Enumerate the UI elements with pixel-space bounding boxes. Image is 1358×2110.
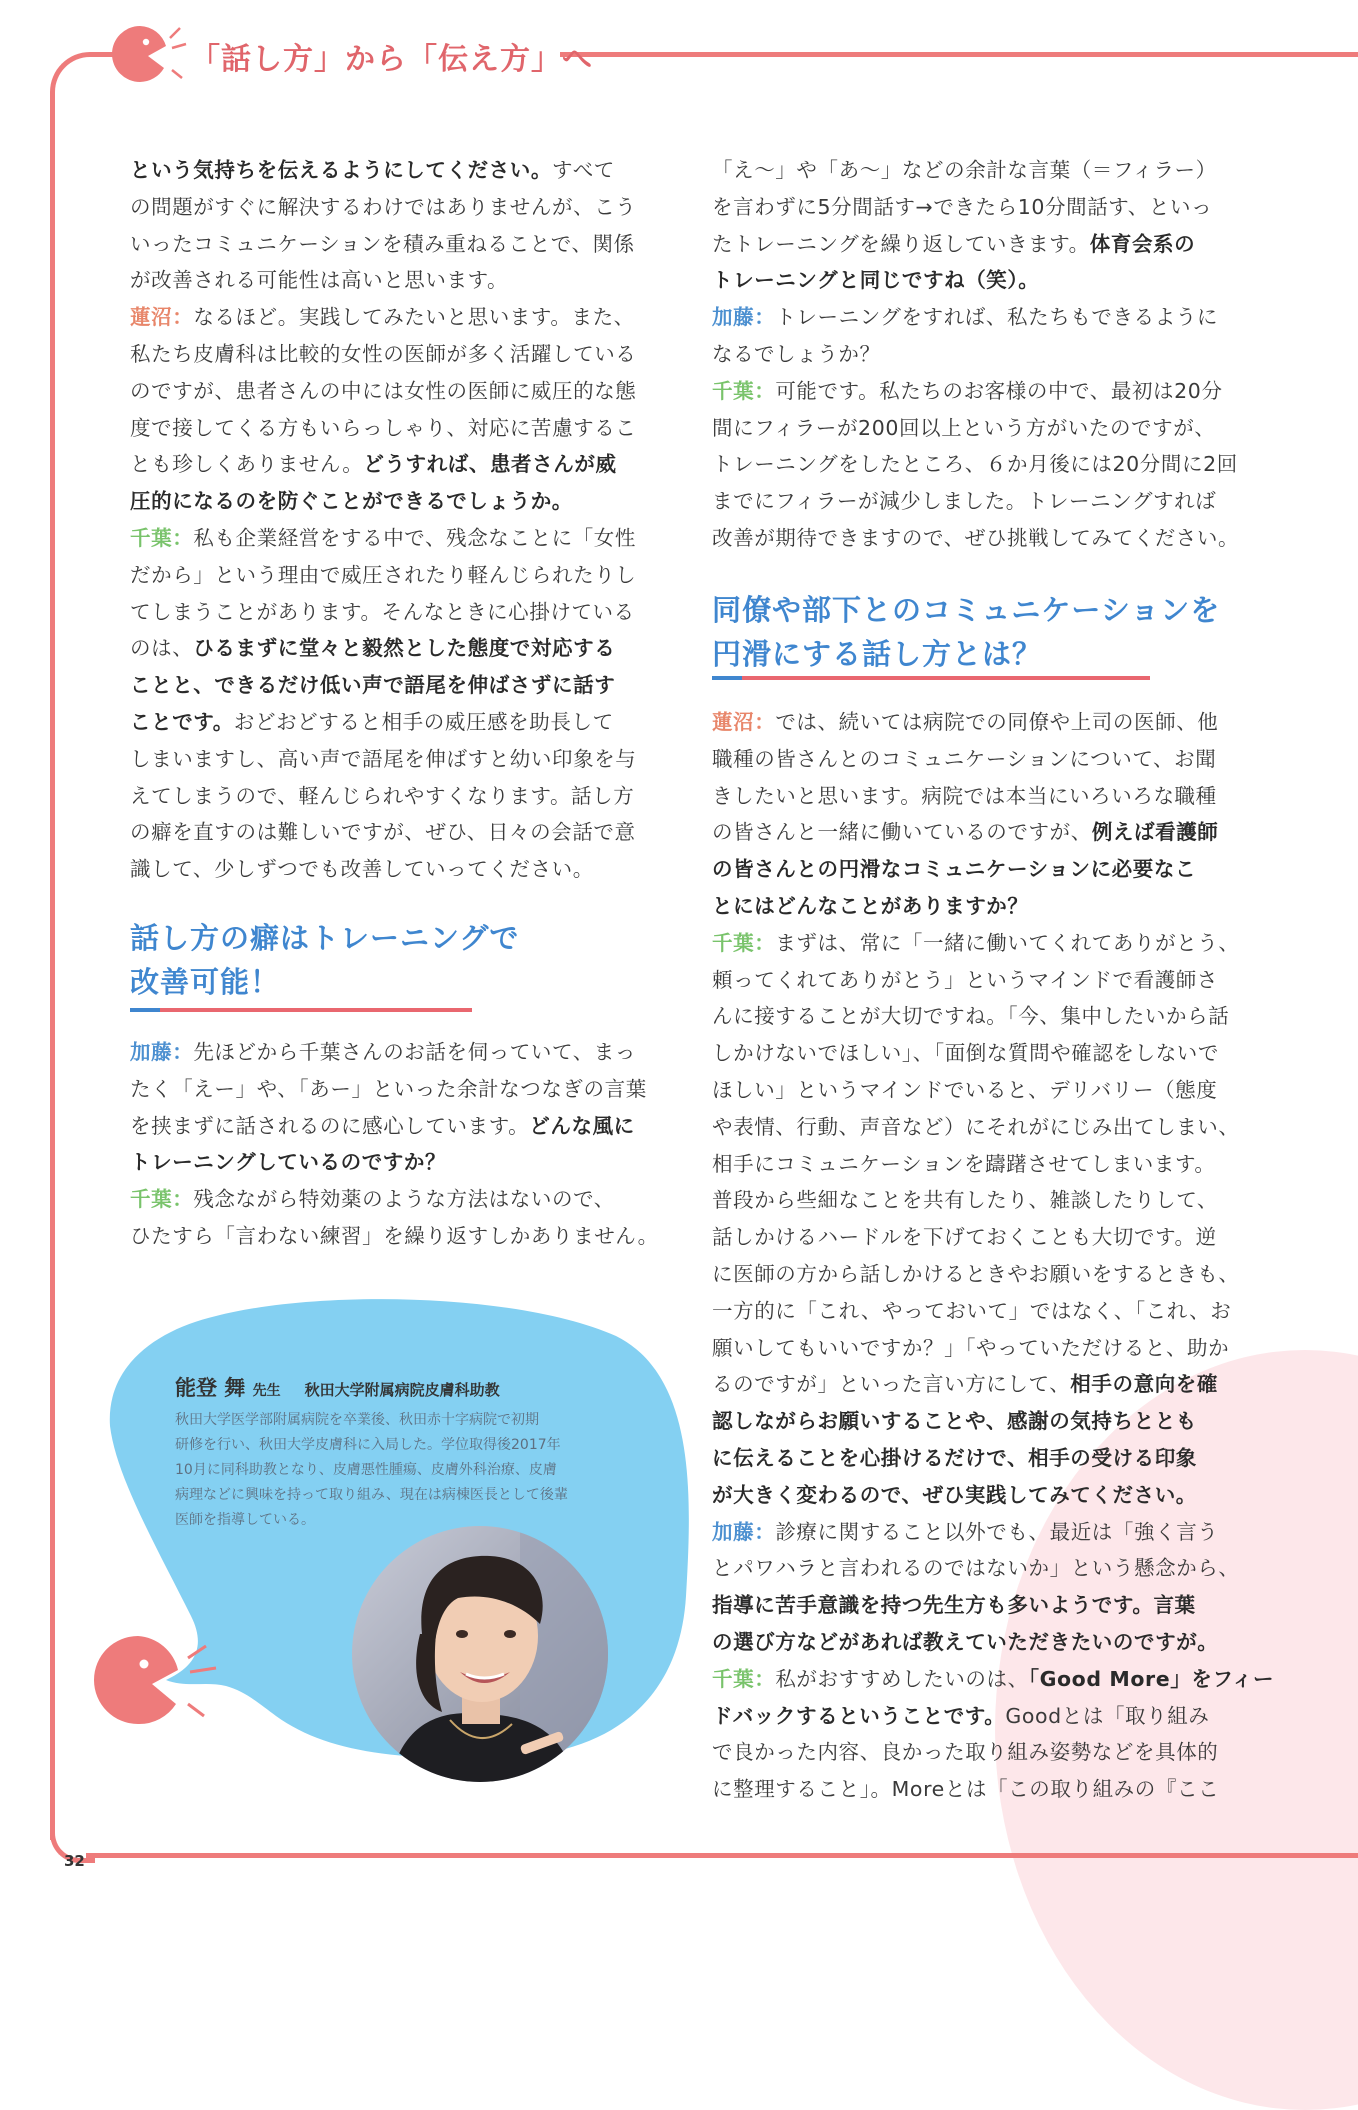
left-column-text: [130, 152, 636, 888]
text-line: 千葉：残念ながら特効薬のような方法はないので、: [130, 1187, 615, 1212]
text-line: たトレーニングを繰り返していきます。体育会系の: [712, 231, 1196, 256]
text-line: の皆さんと一緒に働いているのですが、例えば看護師: [712, 820, 1219, 845]
text-line: 願いしてもいいですか？」「やっていただけると、助か: [712, 1335, 1230, 1360]
speaker-chiba: 千葉：: [712, 930, 776, 955]
page-number: 32: [64, 1852, 85, 1870]
text-line: 千葉：私がおすすめしたいのは、「Good More」をフィー: [712, 1666, 1275, 1691]
text-line: トレーニングしているのですか？: [130, 1150, 447, 1175]
right-column-text: [712, 152, 1239, 557]
text-line: 度で接してくる方もいらっしゃり、対応に苦慮するこ: [130, 415, 637, 440]
text-line: が改善される可能性は高いと思います。: [130, 268, 509, 293]
frame-bottom-line: [86, 1853, 1358, 1858]
right-column-text-2: [712, 704, 1274, 1808]
text-line: ドバックするということです。Goodとは「取り組み: [712, 1703, 1210, 1728]
text-line: 指導に苦手意識を持つ先生方も多いようです。言葉: [712, 1593, 1196, 1618]
section-heading-training: 話し方の癖はトレーニングで 改善可能！: [130, 921, 520, 999]
text-line: 加藤：診療に関すること以外でも、最近は「強く言う: [712, 1519, 1219, 1544]
text-line: 職種の皆さんとのコミュニケーションについて、お聞: [712, 746, 1217, 771]
section-heading-colleagues: 同僚や部下とのコミュニケーションを 円滑にする話し方とは？: [712, 593, 1221, 671]
text-line: とパワハラと言われるのではないか」という懸念から、: [712, 1556, 1240, 1581]
text-line: 加藤：先ほどから千葉さんのお話を伺っていて、まっ: [130, 1040, 637, 1064]
text-line: を挟まずに話されるのに感心しています。どんな風に: [130, 1113, 635, 1138]
text-line: の問題がすぐに解決するわけではありませんが、こう: [130, 194, 637, 219]
text-line: 認しながらお願いすることや、感謝の気持ちととも: [712, 1409, 1197, 1434]
speaker-chiba: 千葉：: [712, 378, 776, 403]
profile-name: 能登 舞 先生 秋田大学附属病院皮膚科助教: [175, 1376, 500, 1400]
text-line: までにフィラーが減少しました。トレーニングすれば: [712, 489, 1217, 514]
text-line: ひたすら「言わない練習」を繰り返すしかありません。: [130, 1223, 659, 1248]
text-line: るのですが」といった言い方にして、相手の意向を確: [712, 1372, 1218, 1397]
text-line: 私たち皮膚科は比較的女性の医師が多く活躍している: [130, 341, 637, 366]
speaker-hasunuma: 蓮沼：: [712, 710, 776, 734]
text-line: 識して、少しずつでも改善していってください。: [130, 857, 594, 882]
speaker-chiba: 千葉：: [130, 525, 194, 550]
text-line: のですが、患者さんの中には女性の医師に威圧的な態: [130, 378, 637, 403]
text-line: ほしい」というマインドでいると、デリバリー（態度: [712, 1077, 1218, 1102]
heading-underline: [130, 1008, 472, 1012]
text-line: 千葉：まずは、常に「一緒に働いてくれてありがとう、: [712, 930, 1240, 955]
text-line: 「え～」や「あ～」などの余計な言葉（＝フィラー）: [712, 158, 1217, 182]
text-line: とにはどんなことがありますか？: [712, 893, 1029, 918]
text-line: 圧的になるのを防ぐことができるでしょうか。: [130, 489, 573, 514]
text-line: きしたいと思います。病院では本当にいろいろな職種: [712, 783, 1217, 808]
text-line: のは、ひるまずに堂々と毅然とした態度で対応する: [130, 636, 616, 661]
speaking-mascot-icon: [108, 22, 188, 86]
text-line: や表情、行動、声音など）にそれがにじみ出てしまい、: [712, 1114, 1240, 1139]
frame-top-left-corner: [50, 52, 115, 117]
speaker-kato: 加藤：: [712, 305, 776, 330]
left-column-text-2: [130, 1034, 659, 1255]
text-line: 間にフィラーが200回以上という方がいたのですが、: [712, 415, 1216, 440]
text-line: えてしまうので、軽んじられやすくなります。話し方: [130, 783, 635, 808]
text-line: 蓮沼：なるほど。実践してみたいと思います。また、: [130, 305, 635, 330]
frame-top-line-right: [560, 52, 1358, 57]
text-line: 一方的に「これ、やっておいて」ではなく、「これ、お: [712, 1298, 1232, 1323]
text-line: が大きく変わるので、ぜひ実践してみてください。: [712, 1482, 1197, 1507]
text-line: たく「えー」や、「あー」といった余計なつなぎの言葉: [130, 1076, 647, 1101]
text-line: を言わずに5分間話す→できたら10分間話す、といっ: [712, 194, 1213, 219]
text-line: という気持ちを伝えるようにしてください。すべて: [130, 158, 615, 182]
page-header-title: 「話し方」から「伝え方」へ: [190, 42, 593, 77]
text-line: しまいますし、高い声で語尾を伸ばすと幼い印象を与: [130, 746, 637, 771]
text-line: てしまうことがあります。そんなときに心掛けている: [130, 599, 635, 624]
text-line: なるでしょうか？: [712, 341, 881, 366]
text-line: に医師の方から話しかけるときやお願いをするときも、: [712, 1261, 1240, 1286]
text-line: とも珍しくありません。どうすれば、患者さんが威: [130, 452, 617, 477]
text-line: 頼ってくれてありがとう」というマインドで看護師さ: [712, 967, 1218, 992]
text-line: ことです。おどおどすると相手の威圧感を助長して: [130, 709, 614, 734]
text-line: 話しかけるハードルを下げておくことも大切です。逆: [712, 1225, 1217, 1250]
heading-underline: [712, 676, 1150, 680]
speaker-kato: 加藤：: [130, 1040, 194, 1064]
text-line: トレーニングと同じですね（笑）。: [712, 268, 1040, 293]
text-line: 蓮沼：では、続いては病院での同僚や上司の医師、他: [712, 710, 1219, 734]
text-line: 相手にコミュニケーションを躊躇させてしまいます。: [712, 1151, 1216, 1176]
speaker-chiba: 千葉：: [130, 1187, 194, 1212]
text-line: だから」という理由で威圧されたり軽んじられたりし: [130, 562, 637, 587]
speaker-hasunuma: 蓮沼：: [130, 305, 194, 330]
text-line: んに接することが大切ですね。「今、集中したいから話: [712, 1004, 1230, 1029]
text-line: 改善が期待できますので、ぜひ挑戦してみてください。: [712, 525, 1240, 550]
speaker-kato: 加藤：: [712, 1519, 776, 1544]
frame-left-line: [50, 100, 55, 1840]
text-line: しかけないでほしい」、「面倒な質問や確認をしないで: [712, 1041, 1219, 1066]
portrait-photo: [350, 1524, 610, 1784]
text-line: 千葉：可能です。私たちのお客様の中で、最初は20分: [712, 378, 1223, 403]
speaker-chiba: 千葉：: [712, 1666, 776, 1691]
text-line: の選び方などがあれば教えていただきたいのですが。: [712, 1629, 1219, 1654]
text-line: ことと、できるだけ低い声で語尾を伸ばさずに話す: [130, 673, 616, 698]
text-line: に整理すること」。Moreとは「この取り組みの『ここ: [712, 1777, 1220, 1802]
text-line: で良かった内容、良かった取り組み姿勢などを具体的: [712, 1740, 1219, 1765]
text-line: の癖を直すのは難しいですが、ぜひ、日々の会話で意: [130, 820, 636, 845]
text-line: トレーニングをしたところ、６か月後には20分間に2回: [712, 452, 1238, 477]
speaking-mascot-icon: [92, 1632, 222, 1732]
profile-bio: 秋田大学医学部附属病院を卒業後、秋田赤十字病院で初期 研修を行い、秋田大学皮膚科に入局した。学位取得後2017年 10月に同科助教となり、皮膚悪性腫瘍、皮膚外科治療、皮膚 病理などに興味を持って取り組み、現在は病棟医長として後輩 医師を指導している。: [175, 1412, 568, 1528]
text-line: いったコミュニケーションを積み重ねることで、関係: [130, 231, 635, 256]
text-line: 加藤：トレーニングをすれば、私たちもできるように: [712, 305, 1219, 330]
text-line: 千葉：私も企業経営をする中で、残念なことに「女性: [130, 525, 637, 550]
text-line: の皆さんとの円滑なコミュニケーションに必要なこ: [712, 857, 1197, 882]
text-line: 普段から些細なことを共有したり、雑談したりして、: [712, 1188, 1218, 1213]
text-line: に伝えることを心掛けるだけで、相手の受ける印象: [712, 1445, 1197, 1470]
